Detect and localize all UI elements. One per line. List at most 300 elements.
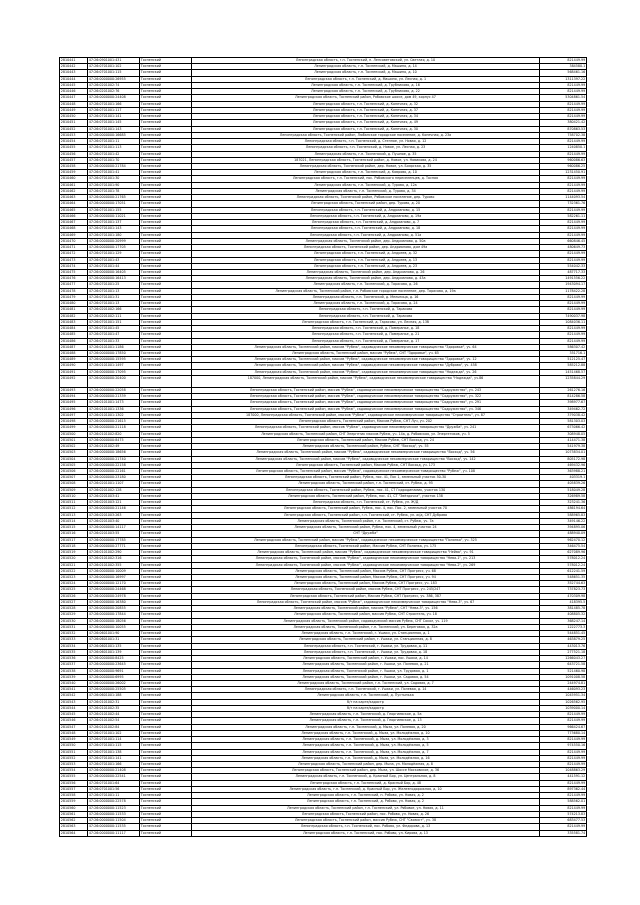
cadastral-number-cell: 47:26:0101001:1473 — [88, 400, 140, 405]
district-cell: Тосненский — [140, 506, 192, 511]
district-cell: Тосненский — [140, 712, 192, 717]
district-cell: Тосненский — [140, 587, 192, 592]
cadastral-number-cell: 47:26:0701001:90 — [88, 183, 140, 188]
address-cell: Ленинградская область, г.п. Тосненский, д. Померанье, д. 17 — [192, 339, 540, 344]
row-id-cell: 2810470 — [60, 239, 88, 244]
address-cell: Ленинградская область, Тосненский район, Массив Рубеж, СНТ Луч, уч. 202 — [192, 419, 540, 424]
cadastral-number-cell: 47:26:0000000:16380 — [88, 600, 140, 605]
address-cell: Ленинградская область, г.п. Тосненский, пос. Рябово, ул. Федорова, д. 13 — [192, 824, 540, 829]
address-cell: Ленинградская область, Тосненский район, г.п. Тосненский, ул. Береговая, д. 32а — [192, 625, 540, 630]
address-cell: Ленинградская область, Тосненский район, дер. Мыза, ул. Молодёжная, д. 8 — [192, 762, 540, 767]
cadastral-number-cell: 47:26:0000000:10009 — [88, 569, 140, 574]
value-cell: 463879.25 — [540, 637, 587, 642]
address-cell: Ленинградская область, Тосненский район, массив "Рубеж", садоводческое некоммерческое товарищество "Нева-1", уч. 213 — [192, 556, 540, 561]
address-cell: Ленинградская область, г.п. Тосненский, д. Андреев, д. 13 — [192, 258, 540, 263]
cadastral-number-cell: 47:26:0701001:145 — [88, 120, 140, 125]
row-id-cell: 2810527 — [60, 600, 88, 605]
row-id-cell: 2810474 — [60, 264, 88, 269]
value-cell: 821449.99 — [540, 108, 587, 113]
address-cell: Ленинградская область, Тосненский район, Массив Рубеж, СНТ Прогресс, уч. 68 — [192, 569, 540, 574]
row-id-cell: 2810542 — [60, 693, 88, 698]
district-cell: Тосненский — [140, 64, 192, 69]
value-cell: 1235844.29 — [540, 376, 587, 387]
value-cell: 821449.99 — [540, 83, 587, 88]
cadastral-number-cell: 47:26:0000000:21408 — [88, 768, 140, 773]
row-id-cell: 2810512 — [60, 506, 88, 511]
value-cell: 1084036.11 — [540, 320, 587, 325]
district-cell: Тосненский — [140, 743, 192, 748]
row-id-cell: 2810457 — [60, 158, 88, 163]
district-cell: Тосненский — [140, 77, 192, 82]
row-id-cell: 2810554 — [60, 768, 88, 773]
district-cell: Тосненский — [140, 693, 192, 698]
cadastral-number-cell: 47:26:0701001:102 — [88, 64, 140, 69]
district-cell: Тосненский — [140, 264, 192, 269]
address-cell: Ленинградская область, Тосненский район, Рябовское шоссе, дом 49, корпус 47 — [192, 95, 540, 100]
row-id-cell: 2810552 — [60, 756, 88, 761]
district-cell: Тосненский — [140, 637, 192, 642]
value-cell: 469432.96 — [540, 463, 587, 468]
address-cell: Ленинградская область, Тосненский район, Массив Рубеж, СНТ Полянка, уч. 175 — [192, 544, 540, 549]
district-cell: Тосненский — [140, 95, 192, 100]
district-cell: Тосненский — [140, 220, 192, 225]
row-id-cell: 2810488 — [60, 351, 88, 356]
row-id-cell: 2810469 — [60, 233, 88, 238]
value-cell: 405839.26 — [540, 481, 587, 486]
address-cell: Ленинградская область, г.п. Тосненский, д. Андрианово, д. 51а — [192, 233, 540, 238]
value-cell: 548651.35 — [540, 575, 587, 580]
cadastral-number-cell: 47:26:0101001:1302 — [88, 413, 140, 418]
row-id-cell: 2810551 — [60, 750, 88, 755]
cadastral-number-cell: 47:26:0701001:143 — [88, 127, 140, 132]
address-cell: Ленинградская область, Тосненский район, Массив Рубеж, СНТ Восход, уч. 24 — [192, 438, 540, 443]
value-cell: 518049.28 — [540, 488, 587, 493]
district-cell: Тосненский — [140, 737, 192, 742]
cadastral-number-cell: 47:26:0000000:26955 — [88, 77, 140, 82]
row-id-cell: 2810482 — [60, 314, 88, 319]
row-id-cell: 2810455 — [60, 145, 88, 150]
value-cell: 732361.76 — [540, 201, 587, 206]
value-cell: 1048863.29 — [540, 768, 587, 773]
value-cell: 758702.38 — [540, 133, 587, 138]
value-cell: 814286.58 — [540, 394, 587, 399]
district-cell: Тосненский — [140, 812, 192, 817]
row-id-cell: 2810530 — [60, 619, 88, 624]
row-id-cell: 2810462 — [60, 189, 88, 194]
value-cell: 821449.99 — [540, 189, 587, 194]
address-cell: Ленинградская область, г.п. Тосненский, д. Тарасово, ул. Лесная, д. 13б — [192, 320, 540, 325]
value-cell: 821449.99 — [540, 781, 587, 786]
value-cell: 588965.83 — [540, 513, 587, 518]
value-cell: 277521.18 — [540, 650, 587, 655]
district-cell: Тосненский — [140, 500, 192, 505]
district-cell: Тосненский — [140, 432, 192, 437]
value-cell: 1178422.28 — [540, 289, 587, 294]
value-cell: 1266043.27 — [540, 656, 587, 661]
row-id-cell: 2810464 — [60, 201, 88, 206]
value-cell: 541979.38 — [540, 444, 587, 449]
address-cell: Ленинградская область, Тосненский район, г.п. Тосненский, ст. Рубеж, д. 95 — [192, 481, 540, 486]
cadastral-number-cell: 47:26:0201003:121 — [88, 500, 140, 505]
value-cell: 470309.98 — [540, 594, 587, 599]
cadastral-number-cell: 47:26:0201003:40 — [88, 519, 140, 524]
row-id-cell: 2810563 — [60, 824, 88, 829]
value-cell: 521460.98 — [540, 669, 587, 674]
address-cell: Ленинградская область, Тосненский район, Рубеж, пос. 41, СТ "Звёздочка", участок 138 — [192, 494, 540, 499]
address-cell: Ленинградская область, г.п. Тосненский, д. Машино, ул. Лесная, д. 1 — [192, 77, 540, 82]
cadastral-number-cell: 47:26:0000000:24408 — [88, 95, 140, 100]
cadastral-number-cell: 47:26:0701001:143 — [88, 226, 140, 231]
district-cell: Тосненский — [140, 239, 192, 244]
value-cell: 352744.63 — [540, 581, 587, 586]
row-id-cell: 2810553 — [60, 762, 88, 767]
row-id-cell: 2810536 — [60, 656, 88, 661]
district-cell: Тосненский — [140, 450, 192, 455]
cadastral-number-cell: 47:26:0000000:22158 — [88, 463, 140, 468]
row-id-cell: 2810446 — [60, 89, 88, 94]
district-cell: Тосненский — [140, 787, 192, 792]
address-cell: Ленинградская область, г.п. Тосненский, д. Конечная, д. 34 — [192, 114, 540, 119]
address-cell: Ленинградская область, г.п. Тосненский, д. Рябово, ул. Новая, д. 2 — [192, 799, 540, 804]
address-cell: б/т на карте/кадастр — [192, 706, 540, 711]
cadastral-number-cell: 47:26:0201002:128 — [88, 488, 140, 493]
district-cell: Тосненский — [140, 538, 192, 543]
row-id-cell: 2810558 — [60, 793, 88, 798]
row-id-cell: 2810466 — [60, 214, 88, 219]
value-cell: 487717.33 — [540, 270, 587, 275]
value-cell: 379038.42 — [540, 413, 587, 418]
address-cell: Ленинградская область, Тосненский район, г. Ушаки, ул. Садовая, д. 54 — [192, 675, 540, 680]
district-cell: Тосненский — [140, 363, 192, 368]
cadastral-number-cell: 47:26:0101002:31 — [88, 700, 140, 705]
cadastral-number-cell: 47:26:0201003:55 — [88, 531, 140, 536]
row-id-cell: 2810449 — [60, 108, 88, 113]
row-id-cell: 2810452 — [60, 127, 88, 132]
address-cell: Ленинградская область, г.п. Тосненский, д. Пушное, д. 35 — [192, 152, 540, 157]
row-id-cell: 2810549 — [60, 737, 88, 742]
value-cell: 578012.24 — [540, 563, 587, 568]
cadastral-number-cell: 47:26:0000000:12170 — [88, 581, 140, 586]
district-cell: Тосненский — [140, 102, 192, 107]
row-id-cell: 2810445 — [60, 83, 88, 88]
row-id-cell: 2810448 — [60, 102, 88, 107]
row-id-cell: 2810524 — [60, 581, 88, 586]
value-cell: 5304861.54 — [540, 95, 587, 100]
district-cell: Тосненский — [140, 419, 192, 424]
value-cell: 380421.42 — [540, 120, 587, 125]
cadastral-number-cell: 47:26:0701001:13 — [88, 289, 140, 294]
value-cell: 384580.1 — [540, 64, 587, 69]
address-cell: Ленинградская область, г.п. Тосненский, д. Мыза, ул. Молодёжная, д. 10 — [192, 731, 540, 736]
district-cell: Тосненский — [140, 631, 192, 636]
row-id-cell: 2810481 — [60, 307, 88, 312]
cadastral-number-cell: 47:26:0000000:17051 — [88, 201, 140, 206]
cadastral-number-cell: 47:26:0701001:117 — [88, 108, 140, 113]
row-id-cell: 2810494 — [60, 394, 88, 399]
address-cell: Ленинградская область, г.п. Тосненский, д. Андрианово, д. 15 — [192, 208, 540, 213]
cadastral-number-cell: 47:26:0201003:41 — [88, 494, 140, 499]
district-cell: Тосненский — [140, 556, 192, 561]
row-id-cell: 2810541 — [60, 687, 88, 692]
address-cell: Ленинградская область, г.п. Тосненский, п. Ленсоветовский, ул. Светлая, д. 10 — [192, 58, 540, 63]
cadastral-number-cell: 47:26:0701001:166 — [88, 102, 140, 107]
address-cell: Ленинградская область, Тосненский район, массив "Рубеж", садоводческое некоммерческое товарищество "Нейва", уч. 91 — [192, 550, 540, 555]
row-id-cell: 2810504 — [60, 457, 88, 462]
cadastral-number-cell: 47:26:0000000:24978 — [88, 594, 140, 599]
row-id-cell: 2810557 — [60, 787, 88, 792]
value-cell: 403319.1 — [540, 475, 587, 480]
row-id-cell: 2810521 — [60, 563, 88, 568]
row-id-cell: 2810478 — [60, 289, 88, 294]
district-cell: Тосненский — [140, 600, 192, 605]
address-cell: Ленинградская область, Тосненский район, массив "Рубеж", садоводческое некоммерческое товарищество "Дружба", уч. 241 — [192, 425, 540, 430]
value-cell: 1222773.3 — [540, 625, 587, 630]
address-cell: Ленинградская область, Тосненский район, Массив Рубеж, СНТ Прогресс, уч. 94 — [192, 575, 540, 580]
address-cell: Ленинградская область, г.п. Тосненский, д. Красный Бор, ул. Железнодорожная, д. 10 — [192, 787, 540, 792]
address-cell: б/т на карте/кадастр — [192, 700, 540, 705]
district-cell: Тосненский — [140, 139, 192, 144]
district-cell: Тосненский — [140, 407, 192, 412]
value-cell: 326989.58 — [540, 494, 587, 499]
value-cell: 544851.45 — [540, 631, 587, 636]
cadastral-number-cell: 47:26:0000000:11523 — [88, 806, 140, 811]
value-cell: 821449.99 — [540, 183, 587, 188]
row-id-cell: 2810500 — [60, 432, 88, 437]
row-id-cell: 2810495 — [60, 400, 88, 405]
cadastral-number-cell: 47:26:0000000:16413 — [88, 276, 140, 281]
value-cell: 821449.99 — [540, 824, 587, 829]
cadastral-number-cell: 47:26:0701001:114 — [88, 737, 140, 742]
district-cell: Тосненский — [140, 681, 192, 686]
district-cell: Тосненский — [140, 320, 192, 325]
cadastral-number-cell: 47:26:0701001:43 — [88, 258, 140, 263]
row-id-cell: 2810546 — [60, 718, 88, 723]
table-row — [60, 831, 587, 837]
address-cell: Ленинградская область, Тосненский район, пос. Рябово, ул. Новая, д. 26 — [192, 812, 540, 817]
value-cell: 586307.42 — [540, 345, 587, 350]
cadastral-number-cell: 47:26:0000000:11021 — [88, 214, 140, 219]
row-id-cell: 2810460 — [60, 176, 88, 181]
district-cell: Тосненский — [140, 718, 192, 723]
value-cell: 821449.99 — [540, 208, 587, 213]
district-cell: Тосненский — [140, 326, 192, 331]
cadastral-number-cell: 47:26:0701001:31 — [88, 295, 140, 300]
row-id-cell: 2810503 — [60, 450, 88, 455]
cadastral-number-cell: 47:26:0701001:41 — [88, 170, 140, 175]
cadastral-number-cell: 47:26:0000000:17095 — [88, 370, 140, 375]
cadastral-number-cell: 47:26:0000000:22058 — [88, 388, 140, 393]
cadastral-number-cell: 47:26:0201002:111 — [88, 314, 140, 319]
cadastral-number-cell: 47:26:0201001:1107 — [88, 481, 140, 486]
row-id-cell: 2810484 — [60, 326, 88, 331]
row-id-cell: 2810511 — [60, 500, 88, 505]
row-id-cell: 2810454 — [60, 139, 88, 144]
row-id-cell: 2810496 — [60, 407, 88, 412]
district-cell: Тосненский — [140, 563, 192, 568]
value-cell: 805172.98 — [540, 457, 587, 462]
row-id-cell: 2810515 — [60, 525, 88, 530]
district-cell: Тосненский — [140, 295, 192, 300]
district-cell: Тосненский — [140, 494, 192, 499]
value-cell: 346475.54 — [540, 544, 587, 549]
value-cell: 398977.67 — [540, 400, 587, 405]
address-cell: Ленинградская область, Тосненский район, дер. Андрианово, д. 43а — [192, 276, 540, 281]
district-cell: Тосненский — [140, 625, 192, 630]
cadastral-number-cell: 47:26:0101002:54 — [88, 718, 140, 723]
address-cell: Ленинградская область, г.п. Тосненский, д. Георгиевское, д. 13 — [192, 718, 540, 723]
address-cell: Ленинградская область, г.п. Тосненский, д. Георгиевское, д. 5а — [192, 712, 540, 717]
row-id-cell: 2810489 — [60, 357, 88, 362]
cadastral-number-cell: 47:26:0701001:45 — [88, 326, 140, 331]
row-id-cell: 2810559 — [60, 799, 88, 804]
district-cell: Тосненский — [140, 376, 192, 387]
row-id-cell: 2810468 — [60, 226, 88, 231]
row-id-cell: 2810506 — [60, 469, 88, 474]
value-cell: 418395.5 — [540, 600, 587, 605]
address-cell: Ленинградская область, г.п. Тосненский, д. Трубниково, д. 22 — [192, 89, 540, 94]
address-cell: Ленинградская область, Тосненский район, массив "Рубеж", садоводческое некоммерческое товарищество "Дубрава", уч. 458 — [192, 363, 540, 368]
cadastral-number-cell: 47:26:0000000:20999 — [88, 239, 140, 244]
value-cell: 554042.33 — [540, 264, 587, 269]
row-id-cell: 2810476 — [60, 276, 88, 281]
address-cell: Ленинградская область, г.п. Тосненский, д. Конечная, д. 32 — [192, 102, 540, 107]
cadastral-number-cell: 47:26:0701001:180 — [88, 233, 140, 238]
cadastral-number-cell: 47:26:0701001:13 — [88, 301, 140, 306]
value-cell: 363988.21 — [540, 469, 587, 474]
district-cell: Тосненский — [140, 152, 192, 157]
row-id-cell: 2810465 — [60, 208, 88, 213]
value-cell: 821449.99 — [540, 718, 587, 723]
district-cell: Тосненский — [140, 226, 192, 231]
address-cell: Ленинградская область, Тосненский район, дер. Андрианово, д. 50а — [192, 239, 540, 244]
cadastral-number-cell: 47:26:0000000:20855 — [88, 606, 140, 611]
district-cell: Тосненский — [140, 307, 192, 312]
row-id-cell: 2810556 — [60, 781, 88, 786]
address-cell: Ленинградская область, Тосненский район, массив Рубеж, СНТ Строитель, уч. 18 — [192, 612, 540, 617]
district-cell: Тосненский — [140, 332, 192, 337]
district-cell: Тосненский — [140, 662, 192, 667]
cadastral-number-cell: 47:26:0101002:44 — [88, 712, 140, 717]
value-cell: 7490037.98 — [540, 314, 587, 319]
district-cell: Тосненский — [140, 251, 192, 256]
cadastral-number-cell: 47:26:0000000:6995 — [88, 675, 140, 680]
district-cell: Тосненский — [140, 525, 192, 530]
district-cell: Тосненский — [140, 314, 192, 319]
district-cell: Тосненский — [140, 183, 192, 188]
district-cell: Тосненский — [140, 201, 192, 206]
cadastral-number-cell: 47:26:0000000:10055 — [88, 625, 140, 630]
address-cell: Ленинградская область, г.п. Тосненский, д. Померанье, д. 21 — [192, 332, 540, 337]
value-cell: 568461.16 — [540, 70, 587, 75]
value-cell: 870863.53 — [540, 127, 587, 132]
address-cell: Ленинградская область, Тосненский район, Массив Рубеж, СНТ Прогресс, уч. 183 — [192, 581, 540, 586]
row-id-cell: 2810533 — [60, 637, 88, 642]
address-cell: Ленинградская область, г.п. Тосненский, д. Тарасово — [192, 314, 540, 319]
district-cell: Тосненский — [140, 831, 192, 836]
value-cell: 643721.58 — [540, 662, 587, 667]
address-cell: Ленинградская область, г.п. Тосненский, п. Рябово, ул. Новая, д. 2 — [192, 793, 540, 798]
value-cell: 1240850.1 — [540, 145, 587, 150]
address-cell: Ленинградская область, г.п. Тосненский, д. Конечная, д. 30 — [192, 127, 540, 132]
row-id-cell: 2810472 — [60, 251, 88, 256]
cadastral-number-cell: 47:26:0000000:26002 — [88, 681, 140, 686]
row-id-cell: 2810461 — [60, 183, 88, 188]
district-cell: Тосненский — [140, 351, 192, 356]
row-id-cell: 2810442 — [60, 64, 88, 69]
address-cell: Ленинградская область, Тосненский район, г.п. Рябовское городское поселение, дер. Тарасово, д. 19а — [192, 289, 540, 294]
district-cell: Тосненский — [140, 89, 192, 94]
row-id-cell: 2810519 — [60, 550, 88, 555]
address-cell: Ленинградская область, г.п. Тосненский, д. Андрианово, д. 19а — [192, 214, 540, 219]
cadastral-number-cell: 47:26:0000000:23645 — [88, 662, 140, 667]
cadastral-number-cell: 47:26:0101001:1497 — [88, 363, 140, 368]
cadastral-number-cell: 47:26:0201002:76 — [88, 89, 140, 94]
district-cell: Тосненский — [140, 806, 192, 811]
value-cell: 1491556.22 — [540, 276, 587, 281]
row-id-cell: 2810532 — [60, 631, 88, 636]
address-cell: Ленинградская область, Тосненский район, Рубеж, пос. 4, земельный участок 24 — [192, 525, 540, 530]
row-id-cell: 2810534 — [60, 644, 88, 649]
cadastral-number-cell: 47:26:0000000:21615 — [88, 419, 140, 424]
address-cell: Ленинградская область, Тосненский район, массив "Рубеж", садоводческое некоммерческое товарищество "Содружество", уч. 291 — [192, 400, 540, 405]
address-cell: Ленинградская область, г.п. Тосненский, д. Мыза, ул. Молодёжная, д. 3 — [192, 737, 540, 742]
cadastral-number-cell: 47:26:0701001:113 — [88, 145, 140, 150]
row-id-cell: 2810520 — [60, 556, 88, 561]
value-cell: 1039000.14 — [540, 706, 587, 711]
district-cell: Тосненский — [140, 58, 192, 63]
value-cell: 627089.96 — [540, 550, 587, 555]
district-cell: Тосненский — [140, 544, 192, 549]
value-cell: 1091008.58 — [540, 675, 587, 680]
district-cell: Тосненский — [140, 120, 192, 125]
row-id-cell: 2810485 — [60, 332, 88, 337]
cadastral-number-cell: 47:26:0000000:21146 — [88, 506, 140, 511]
address-cell: Ленинградская область, Тосненский район, Рубеж, СНТ "Восход", уч. 55 — [192, 444, 540, 449]
row-id-cell: 2810531 — [60, 625, 88, 630]
value-cell: 821449.99 — [540, 307, 587, 312]
district-cell: Тосненский — [140, 781, 192, 786]
address-cell: Ленинградская область, Тосненский район, массив "Рубеж", садоводческое некоммерческое товарищество "Нева-3", уч. 67 — [192, 600, 540, 605]
district-cell: Тосненский — [140, 370, 192, 375]
address-cell: Ленинградская область, г.п. Тосненский, д. Турово, д. 34 — [192, 189, 540, 194]
address-cell: Ленинградская область, г.п. Тосненский, д. Андрианово, д. 18 — [192, 226, 540, 231]
district-cell: Тосненский — [140, 725, 192, 730]
district-cell: Тосненский — [140, 214, 192, 219]
cadastral-number-cell: 47:26:0000000:11504 — [88, 818, 140, 823]
value-cell: 821449.99 — [540, 220, 587, 225]
district-cell: Тосненский — [140, 282, 192, 287]
row-id-cell: 2810513 — [60, 513, 88, 518]
address-cell: Ленинградская область, Тосненский район, дер. Андрианово, д. 26 — [192, 270, 540, 275]
district-cell: Тосненский — [140, 425, 192, 430]
cadastral-number-cell: 47:26:0000000:17844 — [88, 612, 140, 617]
value-cell: 1451468.57 — [540, 370, 587, 375]
value-cell: 394895.06 — [540, 525, 587, 530]
value-cell: 821449.99 — [540, 295, 587, 300]
value-cell: 488940.09 — [540, 531, 587, 536]
value-cell: 1144093.54 — [540, 195, 587, 200]
cadastral-number-cell: 47:26:0000000:21765 — [88, 195, 140, 200]
value-cell: 446093.23 — [540, 687, 587, 692]
district-cell: Тосненский — [140, 114, 192, 119]
address-cell: Ленинградская область, Тосненский район, массив "Рубеж", садоводческое некоммерческое товарищество "Содружество", уч. 346 — [192, 407, 540, 412]
district-cell: Тосненский — [140, 170, 192, 175]
address-cell: Ленинградская область, г.п. Тосненский, г. Ушаки, ул. Трудовая, д. 18 — [192, 650, 540, 655]
cadastral-number-cell: 47:26:0000000:21339 — [88, 394, 140, 399]
value-cell: 821449.99 — [540, 58, 587, 63]
row-id-cell: 2810535 — [60, 650, 88, 655]
cadastral-number-cell: 47:26:0000000:18056 — [88, 619, 140, 624]
